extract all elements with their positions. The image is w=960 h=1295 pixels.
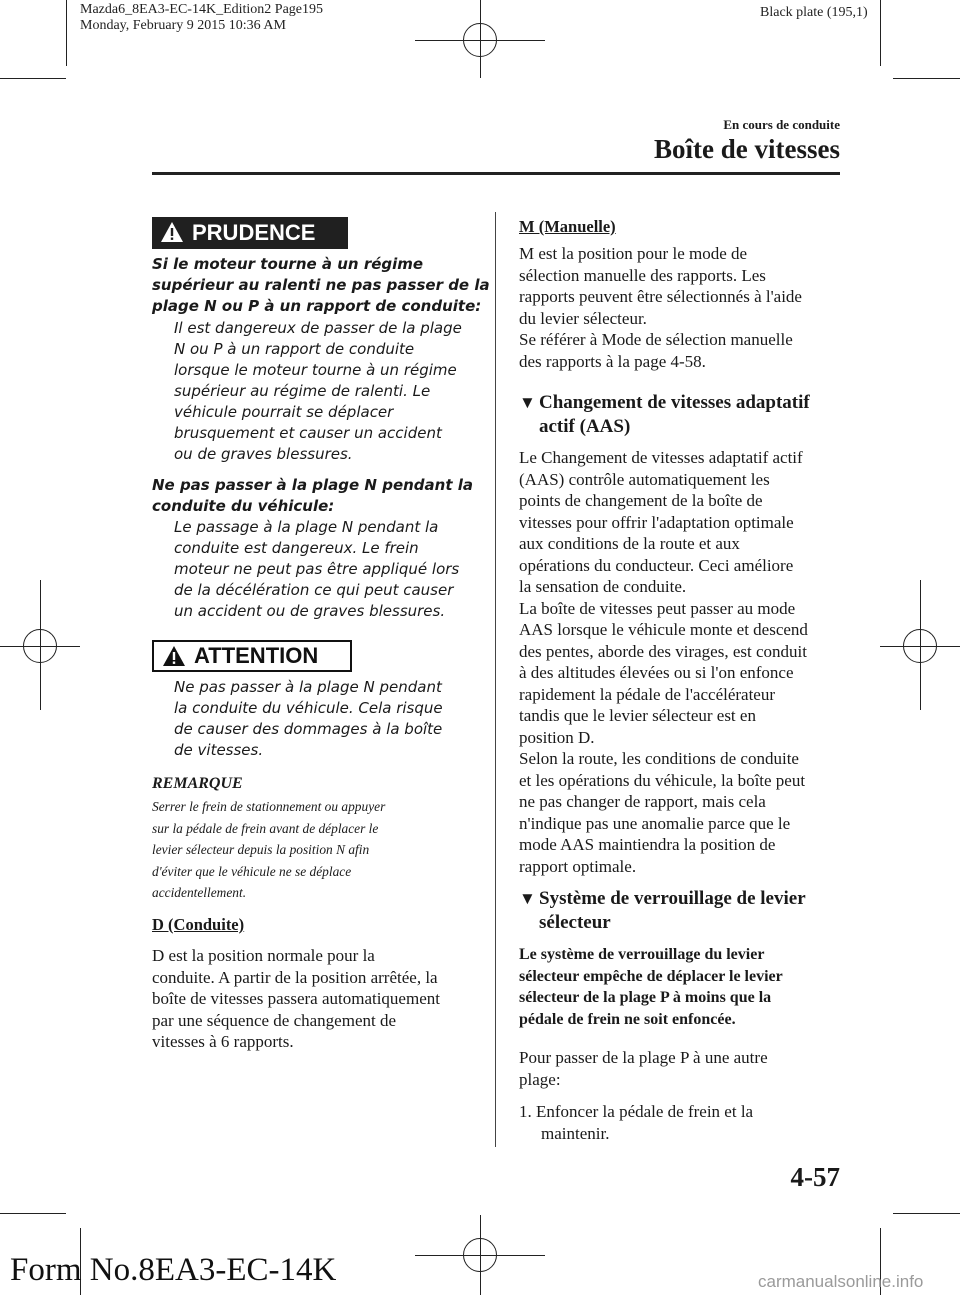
remarque-title: REMARQUE [152, 775, 243, 792]
section-triangle-icon: ▼ [519, 889, 536, 908]
watermark: carmanualsonline.info [758, 1272, 924, 1291]
caution2-body: Le passage à la plage N pendant la conduite est dangereux. Le frein moteur ne peut pas être appliqué lors de la décélération ce qui peut causer un accident ou de graves blessures. [174, 518, 460, 620]
form-number: Form No.8EA3-EC-14K [10, 1252, 337, 1288]
step-1: 1. Enfoncer la pédale de frein et la maintenir. [519, 1102, 754, 1143]
plate-date-line: Monday, February 9 2015 10:36 AM [80, 18, 286, 33]
crop-mark [880, 0, 881, 66]
caution1-body: Il est dangereux de passer de la plage N ou P à un rapport de conduite lorsque le moteur tourne à un régime supérieur au régime de ralenti. Le véhicule pourrait se déplacer brusquement et causer un accident ou de graves blessures. [174, 319, 462, 463]
lock-summary: Le système de verrouillage du levier sélecteur empêche de déplacer le levier sélecteur de la plage P à moins que la pédale de frein ne soit enfoncée. [519, 946, 783, 1028]
chapter-title: En cours de conduite [723, 117, 840, 132]
lock-heading: ▼ Système de verrouillage de levier sélecteur [519, 888, 806, 933]
attention-body: Ne pas passer à la plage N pendant la conduite du véhicule. Cela risque de causer des dommages à la boîte de vitesses. [174, 678, 443, 759]
header-rule [152, 172, 840, 175]
aas-heading: ▼ Changement de vitesses adaptatif actif (AAS) [519, 392, 810, 437]
column-divider [495, 212, 496, 1147]
crop-mark [0, 78, 66, 79]
remarque-body: Serrer le frein de stationnement ou appuyer sur la pédale de frein avant de déplacer le levier sélecteur depuis la position N afin d'éviter que le véhicule ne se déplace accidentellement. [152, 799, 386, 900]
caution2-title: Ne pas passer à la plage N pendant la conduite du véhicule: [152, 476, 473, 515]
d-title: D (Conduite) [152, 915, 245, 934]
attention-label: ATTENTION [194, 643, 319, 668]
page-number: 4-57 [790, 1162, 840, 1192]
section-title: Boîte de vitesses [654, 134, 840, 164]
crop-mark [66, 0, 67, 66]
d-body: D est la position normale pour la conduite. A partir de la position arrêtée, la boîte de vitesses passera automatiquement par une séquence de changement de vitesses à 6 rapports. [152, 946, 440, 1051]
caution-banner [152, 217, 348, 249]
section-triangle-icon: ▼ [519, 393, 536, 412]
crop-mark [0, 1213, 66, 1214]
caution-label: PRUDENCE [192, 220, 316, 245]
m-title: M (Manuelle) [519, 217, 616, 236]
caution1-title: Si le moteur tourne à un régime supérieur au ralenti ne pas passer de la plage N ou P à un rapport de conduite: [152, 255, 490, 315]
warning-triangle-icon [160, 221, 184, 243]
m-body: M est la position pour le mode de sélection manuelle des rapports. Les rapports peuvent être sélectionnés à l'aide du levier sélecteur. Se référer à Mode de sélection manuelle des rapports à la page 4-58. [519, 244, 802, 371]
lock-body: Pour passer de la plage P à une autre plage: [519, 1048, 768, 1089]
crop-mark [893, 78, 960, 79]
black-plate-label: Black plate (195,1) [760, 5, 868, 20]
attention-banner [152, 640, 352, 672]
crop-mark [893, 1213, 960, 1214]
aas-body: Le Changement de vitesses adaptatif actif (AAS) contrôle automatiquement les points de changement de la boîte de vitesses pour offrir l'adaptation optimale aux conditions de la route et aux opérations du conducteur. Ceci améliore la sensation de conduite. La boîte de vitesses peut passer au mode AAS lorsque le véhicule monte et descend des pentes, aborde des virages, est conduit à des altitudes élevées ou si l'on enfonce rapidement la pédale de l'accélérateur tandis que le levier sélecteur est en position D. Selon la route, les conditions de conduite et les opérations du véhicule, la boîte peut ne pas changer de rapport, mais cela n'indique pas une anomalie parce que le mode AAS maintiendra la position de rapport optimale. [519, 448, 808, 876]
plate-file-line: Mazda6_8EA3-EC-14K_Edition2 Page195 [80, 2, 324, 17]
warning-triangle-icon [162, 645, 186, 667]
